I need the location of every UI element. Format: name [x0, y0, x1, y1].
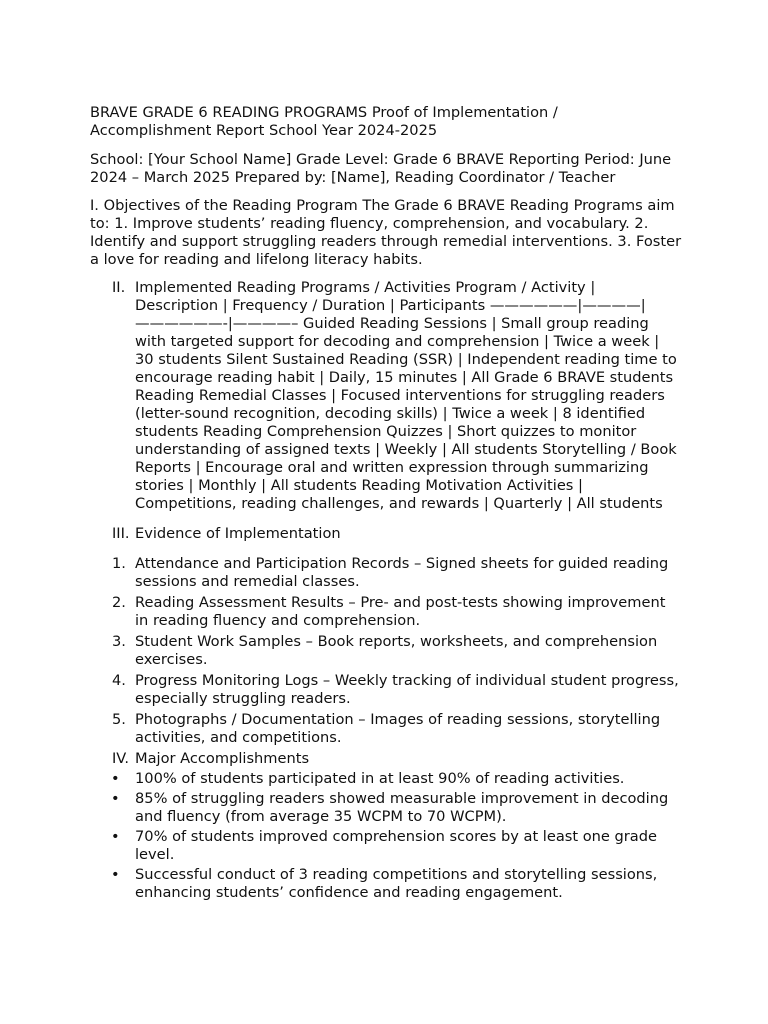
objectives-section: I. Objectives of the Reading Program The Grade 6 BRAVE Reading Programs aim to: 1. Improve students’ reading fluency, comprehension, and vocabulary. 2. Identify and support struggling readers through remedial interventions. 3. Foster a love for reading and lifelong literacy habits.	[90, 197, 682, 268]
bullet-icon: •	[111, 866, 120, 883]
section-text: Evidence of Implementation	[135, 525, 341, 542]
section-text: Major Accomplishments	[135, 750, 310, 767]
list-item	[90, 866, 682, 902]
section-evidence-heading	[90, 525, 682, 543]
item-text: Photographs / Documentation – Images of reading sessions, storytelling activities, and competitions.	[135, 711, 661, 746]
item-number: 3.	[112, 633, 126, 650]
document-title: BRAVE GRADE 6 READING PROGRAMS Proof of Implementation / Accomplishment Report School Year 2024-2025	[90, 104, 558, 139]
item-text: Attendance and Participation Records – Signed sheets for guided reading sessions and remedial classes.	[135, 555, 669, 590]
item-number: 4.	[112, 672, 126, 689]
section-accomplishments-heading	[90, 750, 682, 768]
list-item	[90, 633, 682, 669]
item-text: 85% of struggling readers showed measurable improvement in decoding and fluency (from average 35 WCPM to 70 WCPM).	[135, 790, 669, 825]
section-text: Implemented Reading Programs / Activities Program / Activity | Description | Frequency / Duration | Participants ——————|————|——————-|————– Guided Reading Sessions | Small group reading with targeted support for decoding and comprehension | Twice a week | 30 students Silent Sustained Reading (SSR) | Independent reading time to encourage reading habit | Daily, 15 minutes | All Grade 6 BRAVE students Reading Remedial Classes | Focused interventions for struggling readers (letter-sound recognition, decoding skills) | Twice a week | 8 identified students Reading Comprehension Quizzes | Short quizzes to monitor understanding of assigned texts | Weekly | All students Storytelling / Book Reports | Encourage oral and written expression through summarizing stories | Monthly | All students Reading Motivation Activities | Competitions, reading challenges, and rewards | Quarterly | All students	[135, 279, 677, 512]
section-marker: III.	[112, 525, 130, 542]
list-item	[90, 555, 682, 591]
accomplishments-list	[90, 770, 682, 902]
bullet-icon: •	[111, 790, 120, 807]
list-item	[90, 672, 682, 708]
item-number: 1.	[112, 555, 126, 572]
item-text: 70% of students improved comprehension scores by at least one grade level.	[135, 828, 657, 863]
section-implemented-programs	[90, 279, 682, 513]
item-number: 5.	[112, 711, 126, 728]
school-info: School: [Your School Name] Grade Level: Grade 6 BRAVE Reporting Period: June 2024 – March 2025 Prepared by: [Name], Reading Coordinator / Teacher	[90, 151, 672, 186]
item-number: 2.	[112, 594, 126, 611]
item-text: Student Work Samples – Book reports, worksheets, and comprehension exercises.	[135, 633, 658, 668]
item-text: 100% of students participated in at least 90% of reading activities.	[135, 770, 625, 787]
list-item	[90, 790, 682, 826]
item-text: Reading Assessment Results – Pre- and post-tests showing improvement in reading fluency and comprehension.	[135, 594, 666, 629]
bullet-icon: •	[111, 770, 120, 787]
list-item	[90, 594, 682, 630]
evidence-list	[90, 555, 682, 747]
section-marker: IV.	[112, 750, 130, 767]
list-item	[90, 711, 682, 747]
document-page	[90, 104, 682, 904]
list-item	[90, 828, 682, 864]
item-text: Successful conduct of 3 reading competitions and storytelling sessions, enhancing students’ confidence and reading engagement.	[135, 866, 658, 901]
item-text: Progress Monitoring Logs – Weekly tracking of individual student progress, especially struggling readers.	[135, 672, 679, 707]
section-marker: II.	[112, 279, 126, 296]
bullet-icon: •	[111, 828, 120, 845]
list-item	[90, 770, 682, 788]
